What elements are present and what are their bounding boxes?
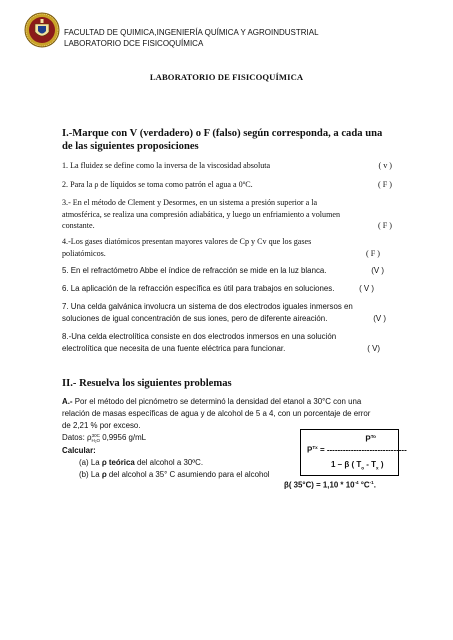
formula-numerator: $P^{To}$ — [365, 434, 376, 444]
density-formula-box — [300, 429, 407, 476]
answer-8: ( V) — [367, 343, 380, 353]
faculty-name: FACULTAD DE QUIMICA,INGENIERÍA QUÍMICA Y AGROINDUSTRIAL — [64, 28, 319, 37]
university-crest-icon — [24, 12, 60, 48]
item-a: (a) La ρ teórica del alcohol a 30ºC. — [79, 458, 204, 467]
answer-1: ( v ) — [378, 161, 392, 170]
question-5: 5. En el refractómetro Abbe el índice de refracción se mide en la luz blanca. (V ) — [62, 266, 384, 275]
question-7: 7. Una celda galvánica involucra un sistema de dos electrodos iguales inmersos en soluciones de igual concentración de sus iones, pero de diferente aireación. (V ) — [62, 302, 386, 323]
question-1: 1. La fluidez se define como la inversa de la viscosidad absoluta ( v ) — [62, 161, 392, 170]
formula-denominator: 1 – β ( $T_o - T_x$ ) — [331, 460, 384, 471]
answer-7: (V ) — [373, 313, 386, 323]
answer-3: ( F ) — [378, 221, 392, 230]
given-data: Datos: ρ 30C H₂O 0,9956 g/mL — [62, 433, 147, 443]
question-2: 2. Para la ρ de líquidos se toma como patrón el agua a 0ºC. ( F ) — [62, 180, 392, 189]
question-3: 3.- En el método de Clement y Desormes, en un sistema a presión superior a la atmosférica, se realiza una compresión adiabática, y luego un enfriamiento a volumen constante. ( F ) — [62, 198, 392, 230]
section-1-title: I.-Marque con V (verdadero) o F (falso) según corresponda, a cada una de las siguientes proposiciones — [62, 128, 383, 152]
question-6: 6. La aplicación de la refracción específica es útil para trabajos en soluciones. ( V ) — [62, 284, 374, 293]
beta-coefficient: β( $35^\circ C) = 1,10 * 10^{-4}$ $^\circ C^{-1}$. — [284, 480, 376, 490]
answer-2: ( F ) — [378, 180, 392, 189]
item-b: (b) La ρ del alcohol a 35° C asumiendo para el alcohol — [79, 470, 270, 479]
calculate-label: Calcular: — [62, 446, 96, 455]
answer-6: ( V ) — [359, 284, 374, 293]
question-4: 4.-Los gases diatómicos presentan mayores valores de Cp y Cv que los gases poliatómicos. ( F ) — [62, 237, 380, 258]
answer-4: ( F ) — [366, 248, 380, 258]
formula-lhs: $P^{Tx}$ = ------------------------------ — [307, 445, 407, 455]
problem-a: A.- Por el método del picnómetro se determinó la densidad del etanol a 30°C con una relación de masas específicas de agua y de alcohol de 5 a 4, con un porcentaje de error de 2,21 % por exceso. — [62, 397, 371, 430]
section-2-title: II.- Resuelva los siguientes problemas — [62, 378, 232, 389]
question-8: 8.-Una celda electrolítica consiste en dos electrodos inmersos en una solución electrolítica que necesita de una fuente eléctrica para funcionar. ( V) — [62, 332, 380, 353]
answer-5: (V ) — [371, 266, 384, 275]
page-title: LABORATORIO DE FISICOQUÍMICA — [149, 72, 304, 82]
lab-name: LABORATORIO DCE FISICOQUÍMICA — [64, 39, 204, 48]
